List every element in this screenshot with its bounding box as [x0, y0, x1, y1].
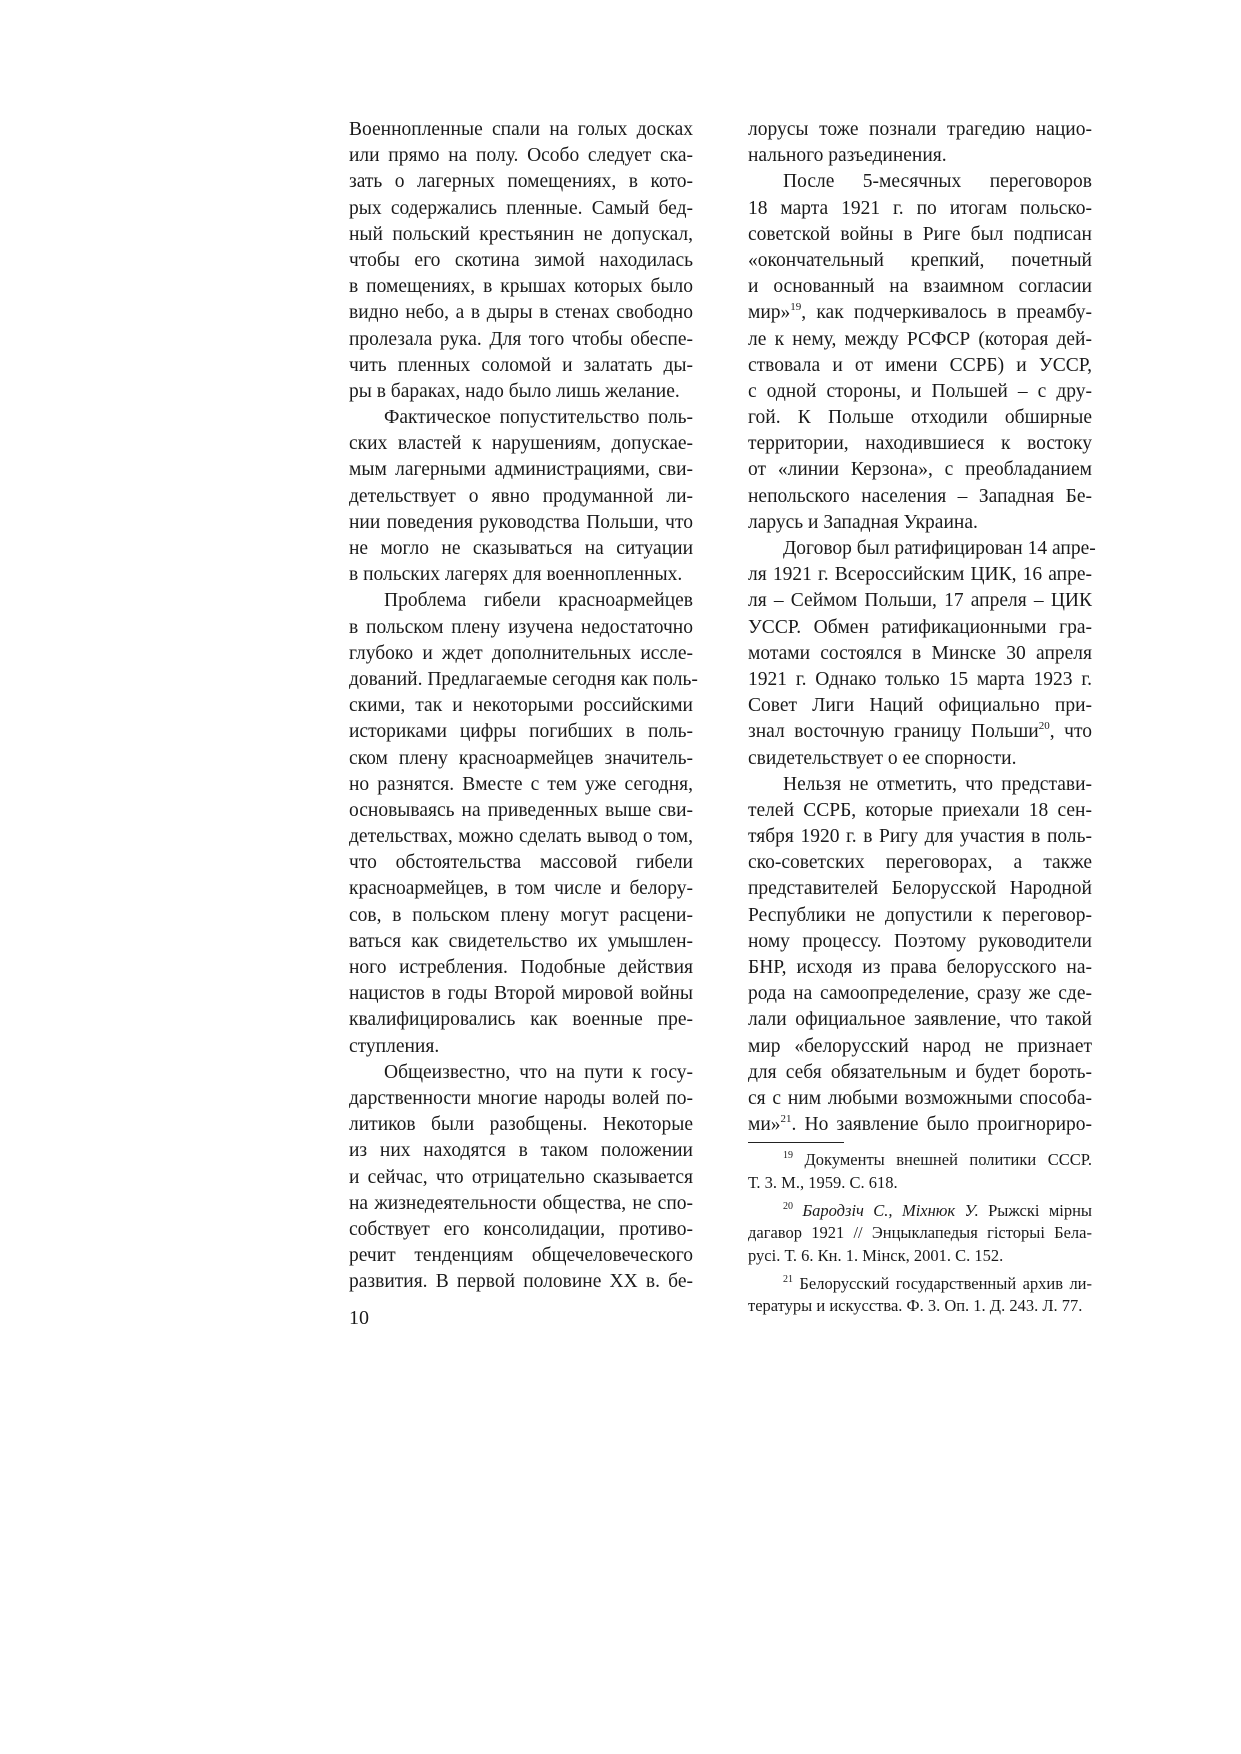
- line-text: и основанный на взаимном согласии: [748, 276, 1092, 298]
- left-column-line: [349, 693, 693, 719]
- right-column-line: [748, 719, 1092, 745]
- line-text: чить пленных соломой и залатать ды-: [349, 354, 693, 376]
- line-text: квалифицировались как военные пре-: [349, 1009, 693, 1031]
- right-column-line: [748, 405, 1092, 431]
- line-text: ми»: [748, 1114, 781, 1136]
- left-column-line: [349, 431, 693, 457]
- line-text: гой. К Польше отходили обширные: [748, 407, 1092, 429]
- line-text: ный польский крестьянин не допускал,: [349, 223, 693, 245]
- left-column-line: [349, 143, 693, 169]
- line-text: Рыжскі мірны: [978, 1200, 1093, 1220]
- footnote-line: [748, 1172, 1092, 1194]
- footnote-20: [748, 1200, 1092, 1267]
- right-column-line: [748, 562, 1092, 588]
- right-column-line: [748, 1086, 1092, 1112]
- line-text: в польском плену изучена недостаточно: [349, 616, 693, 638]
- line-text: литиков были разобщены. Некоторые: [349, 1114, 693, 1136]
- left-column-line: [349, 117, 693, 143]
- line-text: мотами состоялся в Минске 30 апреля: [748, 642, 1092, 664]
- line-text: дований. Предлагаемые сегодня как поль-: [349, 668, 698, 690]
- line-text: ском плену красноармейцев значитель-: [349, 747, 693, 769]
- line-text: ля – Сеймом Польши, 17 апреля – ЦИК: [748, 590, 1092, 612]
- footnote-line: [748, 1295, 1092, 1317]
- line-text: ско-советских переговорах, а также: [748, 852, 1092, 874]
- left-column-line: [349, 562, 693, 588]
- footnote-19: [748, 1149, 1092, 1194]
- right-column-line: [748, 510, 1092, 536]
- line-text: 1921 г. Однако только 15 марта 1923 г.: [748, 668, 1092, 690]
- line-text: Договор был ратифицирован 14 апре-: [783, 538, 1096, 559]
- line-text: ся с ним любыми возможными способа-: [748, 1087, 1092, 1109]
- right-column-line: [748, 327, 1092, 353]
- right-column-line: [748, 117, 1092, 143]
- right-column-body: [748, 117, 1096, 1138]
- line-text: территории, находившиеся к востоку: [748, 433, 1092, 455]
- line-text: После 5-месячных переговоров: [783, 171, 1092, 193]
- footnote-line: [748, 1222, 1092, 1244]
- left-column-line: [349, 405, 693, 431]
- right-column-line: [748, 222, 1092, 248]
- right-column-line: [748, 667, 1092, 693]
- line-text: чтобы его скотина зимой находилась: [349, 249, 693, 271]
- line-text: свидетельствует о ее спорности.: [748, 747, 1017, 769]
- line-text: русі. Т. 6. Кн. 1. Мінск, 2001. С. 152.: [748, 1245, 1004, 1265]
- line-text: Фактическое попустительство поль-: [384, 407, 693, 429]
- line-text: представителей Белорусской Народной: [748, 878, 1092, 900]
- line-text: Общеизвестно, что на пути к госу-: [384, 1061, 693, 1083]
- left-column-line: [349, 772, 693, 798]
- line-text: нацистов в годы Второй мировой войны: [349, 983, 693, 1005]
- left-column-line: [349, 903, 693, 929]
- line-text: , как подчеркивалось в преамбу-: [801, 302, 1092, 324]
- right-column-line: [748, 1034, 1092, 1060]
- line-text: мир»: [748, 302, 791, 324]
- left-column-line: [349, 353, 693, 379]
- left-column-line: [349, 1112, 693, 1138]
- left-column-line: [349, 1060, 693, 1086]
- line-text: что обстоятельства массовой гибели: [349, 852, 693, 874]
- line-text: развития. В первой половине XX в. бе-: [349, 1271, 693, 1293]
- right-column-line: [748, 903, 1092, 929]
- line-text: в помещениях, в крышах которых было: [349, 276, 693, 298]
- footnote-number: 19: [783, 1150, 793, 1162]
- left-column-line: [349, 196, 693, 222]
- left-column-line: [349, 1165, 693, 1191]
- left-column-line: [349, 667, 698, 693]
- footnote-number: 20: [783, 1200, 793, 1212]
- right-column-line: [748, 353, 1092, 379]
- line-text: и сейчас, что отрицательно сказывается: [349, 1166, 693, 1188]
- right-column-line: [748, 457, 1092, 483]
- line-text: на жизнедеятельности общества, не спо-: [349, 1192, 693, 1214]
- left-column-line: [349, 1269, 693, 1295]
- right-column-line: [748, 693, 1092, 719]
- right-column: [748, 117, 1096, 1317]
- line-text: от «линии Керзона», с преобладанием: [748, 459, 1092, 481]
- line-text: речит тенденциям общечеловеческого: [349, 1245, 693, 1267]
- footnote-line: [748, 1149, 1092, 1171]
- left-column-line: [349, 300, 693, 326]
- left-column-line: [349, 327, 693, 353]
- left-column-line: [349, 379, 693, 405]
- line-text: «окончательный крепкий, почетный: [748, 249, 1092, 271]
- left-column-line: [349, 876, 693, 902]
- line-text: ствовала и от имени ССРБ) и УССР,: [748, 354, 1092, 376]
- right-column-line: [748, 615, 1092, 641]
- right-column-line: [748, 772, 1092, 798]
- line-text: ступления.: [349, 1035, 440, 1057]
- left-column-line: [349, 1243, 693, 1269]
- line-text: мым лагерными администрациями, сви-: [349, 459, 693, 481]
- footnotes: [748, 1149, 1092, 1317]
- left-column-line: [349, 1217, 693, 1243]
- right-column-line: [748, 641, 1092, 667]
- left-column-line: [349, 457, 693, 483]
- footnote-line: [748, 1245, 1092, 1267]
- left-column-line: [349, 1034, 693, 1060]
- left-column-line: [349, 824, 693, 850]
- line-text: рых содержались пленные. Самый бед-: [349, 197, 693, 219]
- line-text: глубоко и ждет дополнительных иссле-: [349, 642, 693, 664]
- line-text: Документы внешней политики СССР.: [804, 1150, 1093, 1170]
- line-text: нии поведения руководства Польши, что: [349, 511, 693, 533]
- line-text: сов, в польском плену могут расцени-: [349, 904, 693, 926]
- line-text: тября 1920 г. в Ригу для участия в поль-: [748, 826, 1092, 848]
- line-text: 18 марта 1921 г. по итогам польско-: [748, 197, 1092, 219]
- author-name: Бародзіч С., Міхнюк У.: [802, 1200, 979, 1220]
- right-column-line: [748, 536, 1096, 562]
- line-text: ному процессу. Поэтому руководители: [748, 930, 1092, 952]
- line-text: , что: [1049, 721, 1092, 743]
- line-text: ле к нему, между РСФСР (которая дей-: [748, 328, 1092, 350]
- right-column-line: [748, 484, 1092, 510]
- right-column-line: [748, 824, 1092, 850]
- line-text: УССР. Обмен ратификационными гра-: [748, 616, 1092, 638]
- line-text: ларусь и Западная Украина.: [748, 511, 978, 533]
- right-column-line: [748, 431, 1092, 457]
- line-text: но разнятся. Вместе с тем уже сегодня,: [349, 773, 693, 795]
- footnote-line: [748, 1200, 1092, 1222]
- line-text: зать о лагерных помещениях, в кото-: [349, 171, 693, 193]
- right-column-line: [748, 876, 1092, 902]
- right-column-line: [748, 746, 1092, 772]
- line-text: ного истребления. Подобные действия: [349, 957, 693, 978]
- footnote-21: [748, 1273, 1092, 1318]
- left-column-line: [349, 850, 693, 876]
- line-text: ских властей к нарушениям, допускае-: [349, 433, 693, 455]
- left-column-line: [349, 1007, 693, 1033]
- line-text: детельствах, можно сделать вывод о том,: [349, 826, 693, 848]
- line-text: Республики не допустили к переговор-: [748, 904, 1092, 926]
- left-column-line: [349, 248, 693, 274]
- left-column-line: [349, 588, 693, 614]
- line-text: скими, так и некоторыми российскими: [349, 695, 693, 717]
- line-text: историками цифры погибших в поль-: [349, 721, 693, 743]
- left-column-line: [349, 719, 693, 745]
- left-column: [349, 117, 698, 1295]
- left-column-line: [349, 615, 693, 641]
- line-text: детельствует о явно продуманной ли-: [349, 485, 693, 507]
- right-column-line: [748, 300, 1092, 326]
- line-text: основываясь на приведенных выше сви-: [349, 799, 693, 821]
- right-column-line: [748, 588, 1092, 614]
- left-column-line: [349, 798, 693, 824]
- footnote-line: [748, 1273, 1092, 1295]
- right-column-line: [748, 1007, 1092, 1033]
- left-column-line: [349, 536, 693, 562]
- right-column-line: [748, 1112, 1092, 1138]
- footnote-number: 21: [783, 1273, 793, 1285]
- line-text: знал восточную границу Польши: [748, 721, 1039, 743]
- left-column-line: [349, 955, 693, 981]
- right-column-line: [748, 929, 1092, 955]
- right-column-line: [748, 798, 1092, 824]
- line-text: Проблема гибели красноармейцев: [384, 590, 693, 612]
- line-text: ля 1921 г. Всероссийским ЦИК, 16 апре-: [748, 564, 1092, 586]
- line-text: советской войны в Риге был подписан: [748, 223, 1092, 245]
- left-column-line: [349, 1138, 693, 1164]
- right-column-line: [748, 274, 1092, 300]
- line-text: непольского населения – Западная Бе-: [748, 485, 1092, 507]
- line-text: лорусы тоже познали трагедию нацио-: [748, 119, 1092, 140]
- line-text: видно небо, а в дыры в стенах свободно: [349, 302, 693, 324]
- line-text: в польских лагерях для военнопленных.: [349, 564, 683, 586]
- line-text: Белорусский государственный архив ли-: [799, 1273, 1092, 1293]
- right-column-line: [748, 169, 1092, 195]
- right-column-line: [748, 981, 1092, 1007]
- line-text: ваться как свидетельство их умышлен-: [349, 930, 693, 952]
- line-text: с одной стороны, и Польшей – с дру-: [748, 380, 1092, 402]
- right-column-line: [748, 143, 1092, 169]
- line-text: лали официальное заявление, что такой: [748, 1009, 1092, 1031]
- footnote-separator: [748, 1142, 844, 1143]
- page-number: 10: [349, 1307, 369, 1329]
- footnote-ref: 19: [790, 301, 802, 314]
- right-column-line: [748, 955, 1092, 981]
- line-text: красноармейцев, в том числе и белору-: [349, 878, 693, 900]
- left-column-line: [349, 169, 693, 195]
- right-column-line: [748, 196, 1092, 222]
- line-text: тературы и искусства. Ф. 3. Оп. 1. Д. 243. Л. 77.: [748, 1296, 1083, 1316]
- line-text: рода на самоопределение, сразу же сде-: [748, 983, 1092, 1005]
- left-column-line: [349, 274, 693, 300]
- line-text: . Но заявление было проигнориро-: [791, 1114, 1092, 1136]
- left-column-line: [349, 484, 693, 510]
- line-text: Совет Лиги Наций официально при-: [748, 695, 1092, 717]
- line-text: или прямо на полу. Особо следует ска-: [349, 145, 693, 167]
- line-text: Военнопленные спали на голых досках: [349, 119, 693, 140]
- left-column-line: [349, 641, 693, 667]
- left-column-line: [349, 1086, 693, 1112]
- line-text: ры в бараках, надо было лишь желание.: [349, 380, 680, 402]
- line-text: Т. 3. М., 1959. С. 618.: [748, 1172, 898, 1192]
- line-text: мир «белорусский народ не признает: [748, 1035, 1092, 1057]
- line-text: дарственности многие народы волей по-: [349, 1087, 693, 1109]
- left-column-line: [349, 1191, 693, 1217]
- line-text: пролезала рука. Для того чтобы обеспе-: [349, 328, 693, 350]
- line-text: из них находятся в таком положении: [349, 1140, 693, 1162]
- right-column-line: [748, 850, 1092, 876]
- right-column-line: [748, 248, 1092, 274]
- line-text: нального разъединения.: [748, 145, 947, 167]
- left-column-line: [349, 929, 693, 955]
- line-text: телей ССРБ, которые приехали 18 сен-: [748, 799, 1092, 821]
- line-text: собствует его консолидации, противо-: [349, 1218, 693, 1240]
- left-column-line: [349, 746, 693, 772]
- left-column-line: [349, 981, 693, 1007]
- line-text: дагавор 1921 // Энцыклапедыя гісторыі Бела-: [748, 1223, 1092, 1243]
- line-text: БНР, исходя из права белорусского на-: [748, 957, 1092, 978]
- right-column-line: [748, 379, 1092, 405]
- footnote-ref: 20: [1038, 720, 1050, 733]
- left-column-line: [349, 510, 693, 536]
- left-column-line: [349, 222, 693, 248]
- line-text: Нельзя не отметить, что представи-: [783, 773, 1092, 795]
- footnote-ref: 21: [780, 1113, 792, 1126]
- line-text: не могло не сказываться на ситуации: [349, 538, 693, 559]
- right-column-line: [748, 1060, 1092, 1086]
- line-text: для себя обязательным и будет бороть-: [748, 1061, 1092, 1083]
